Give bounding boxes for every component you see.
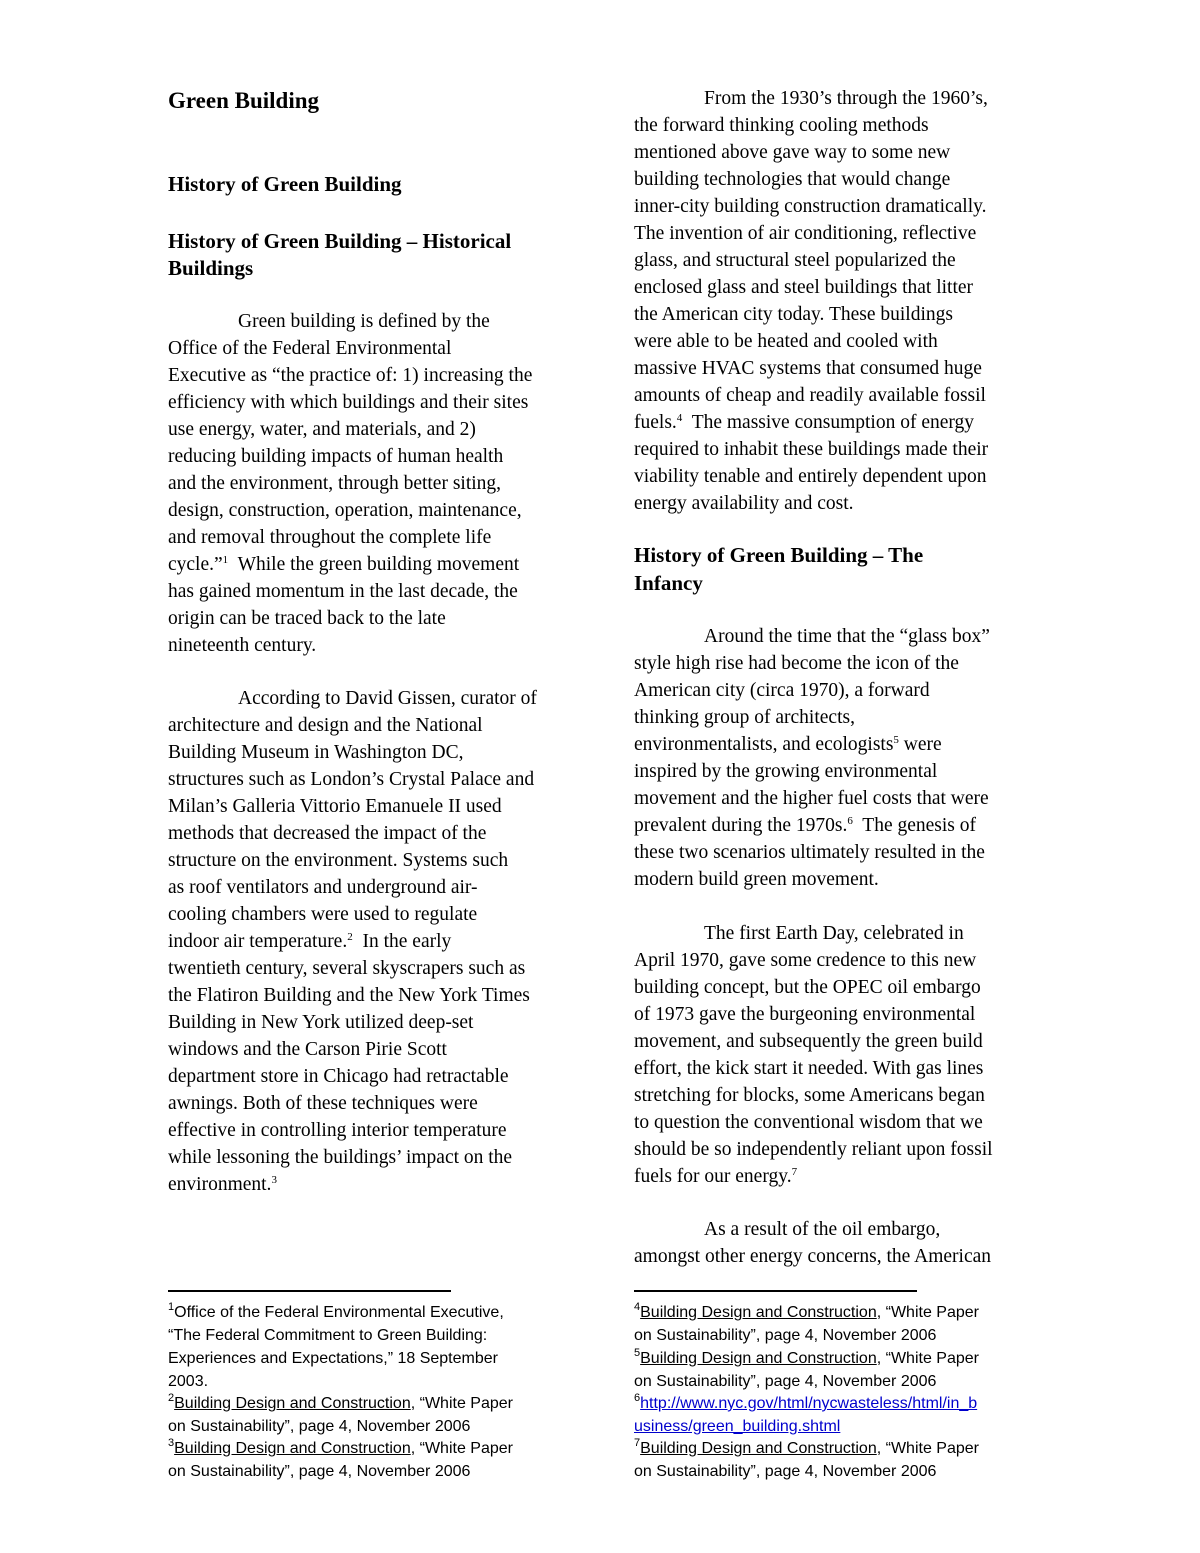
paragraph-line: style high rise had become the icon of the (634, 653, 959, 674)
paragraph-line: mentioned above gave way to some new (634, 142, 951, 163)
paragraph-line: amongst other energy concerns, the American (634, 1246, 992, 1267)
paragraph-line: reducing building impacts of human health (168, 446, 504, 467)
paragraph-line: movement, and subsequently the green build (634, 1031, 983, 1052)
paragraph-line: As a result of the oil embargo, (704, 1219, 941, 1240)
footnote-line: on Sustainability”, page 4, November 2006 (634, 1463, 937, 1480)
footnote-separator (634, 1290, 917, 1292)
footnote-link[interactable]: http://www.nyc.gov/html/nycwasteless/html/in_b (640, 1395, 978, 1412)
footnote-ref: 5 (893, 734, 899, 746)
paragraph-line: cycle.”$^1$ While the green building movement (168, 554, 520, 575)
footnote-ref: 1 (222, 554, 229, 566)
paragraph-line: to question the conventional wisdom that we (634, 1112, 983, 1133)
footnote-number: 7 (634, 1437, 641, 1449)
paragraph-line: design, construction, operation, maintenance, (168, 500, 522, 521)
paragraph-line: inspired by the growing environmental (634, 761, 938, 782)
paragraph-line: glass, and structural steel popularized the (634, 250, 956, 271)
document-title: Green Building (168, 88, 320, 113)
paragraph-line: energy availability and cost. (634, 493, 854, 514)
footnote: $^7$Building Design and Construction, “White Paper (634, 1437, 979, 1457)
paragraph-line: Around the time that the “glass box” (704, 626, 990, 647)
footnote-line: “The Federal Commitment to Green Building: (168, 1327, 488, 1344)
paragraph-line: should be so independently reliant upon fossil (634, 1139, 993, 1160)
footnote-ref: 2 (347, 931, 353, 943)
paragraph-line: From the 1930’s through the 1960’s, (704, 88, 988, 109)
paragraph-line: stretching for blocks, some Americans began (634, 1085, 985, 1106)
paragraph-line: inner-city building construction dramatically. (634, 196, 987, 217)
paragraph-line: fuels.$^4$ The massive consumption of energy (634, 412, 975, 433)
paragraph-line: efficiency with which buildings and their sites (168, 392, 529, 413)
paragraph-line: department store in Chicago had retractable (168, 1066, 509, 1087)
source-title: Building Design and Construction (640, 1440, 877, 1457)
paragraph-line: prevalent during the 1970s.$^6$ The genesis of (634, 815, 976, 836)
footnote-line: on Sustainability”, page 4, November 2006 (634, 1327, 937, 1344)
paragraph-line: structures such as London’s Crystal Palace and (168, 769, 535, 790)
paragraph-line: enclosed glass and steel buildings that litter (634, 277, 974, 298)
paragraph-line: the Flatiron Building and the New York Times (168, 985, 530, 1006)
paragraph-line: origin can be traced back to the late (168, 608, 446, 629)
paragraph-line: building technologies that would change (634, 169, 951, 190)
paragraph-line: According to David Gissen, curator of (238, 688, 537, 709)
paragraph-line: massive HVAC systems that consumed huge (634, 358, 982, 379)
subsection-heading-line: History of Green Building – The (634, 543, 924, 567)
footnote: $^5$Building Design and Construction, “White Paper (634, 1347, 979, 1367)
paragraph-line: thinking group of architects, (634, 707, 855, 728)
footnote-number: 2 (168, 1392, 175, 1404)
paragraph-line: required to inhabit these buildings made their (634, 439, 989, 460)
paragraph-line: and removal throughout the complete life (168, 527, 492, 548)
paragraph-line: environmentalists, and ecologists$^5$ were (634, 734, 942, 755)
footnote: $^1$Office of the Federal Environmental Executive, (168, 1301, 504, 1321)
footnote-number: 1 (168, 1301, 175, 1313)
footnote-number: 5 (634, 1347, 641, 1359)
source-title: Building Design and Construction (640, 1304, 877, 1321)
footnote-number: 6 (634, 1392, 641, 1404)
paragraph-line: were able to be heated and cooled with (634, 331, 938, 352)
footnote-line: on Sustainability”, page 4, November 2006 (168, 1463, 471, 1480)
footnote-line: on Sustainability”, page 4, November 2006 (634, 1373, 937, 1390)
paragraph-line: the American city today. These buildings (634, 304, 953, 325)
footnote: $^4$Building Design and Construction, “White Paper (634, 1301, 979, 1321)
paragraph-line: while lessoning the buildings’ impact on the (168, 1147, 513, 1168)
subsection-heading-line: Buildings (168, 256, 254, 280)
footnote-line: Experiences and Expectations,” 18 September (168, 1350, 498, 1367)
paragraph-line: April 1970, gave some credence to this new (634, 950, 977, 971)
paragraph-line: indoor air temperature.$^2$ In the early (168, 931, 452, 952)
footnote-line: on Sustainability”, page 4, November 2006 (168, 1418, 471, 1435)
source-title: Building Design and Construction (640, 1350, 877, 1367)
paragraph-line: architecture and design and the National (168, 715, 483, 736)
paragraph-line: has gained momentum in the last decade, the (168, 581, 518, 602)
paragraph-line: building concept, but the OPEC oil embargo (634, 977, 981, 998)
paragraph-line: fuels for our energy.$^7$ (634, 1166, 798, 1187)
paragraph-line: Milan’s Galleria Vittorio Emanuele II used (168, 796, 502, 817)
paragraph-line: of 1973 gave the burgeoning environmental (634, 1004, 976, 1025)
paragraph-line: environment.$^3$ (168, 1174, 277, 1195)
footnote-number: 4 (634, 1301, 641, 1313)
source-title: Building Design and Construction (174, 1395, 411, 1412)
subsection-heading-line: History of Green Building – Historical (168, 229, 512, 253)
paragraph-line: as roof ventilators and underground air- (168, 877, 478, 898)
paragraph-line: The invention of air conditioning, reflective (634, 223, 977, 244)
paragraph-line: Building Museum in Washington DC, (168, 742, 464, 763)
paragraph-line: structure on the environment. Systems such (168, 850, 509, 871)
paragraph-line: Green building is defined by the (238, 311, 490, 332)
paragraph-line: viability tenable and entirely dependent upon (634, 466, 987, 487)
paragraph-line: methods that decreased the impact of the (168, 823, 487, 844)
paragraph-line: Office of the Federal Environmental (168, 338, 452, 359)
footnote-number: 3 (168, 1437, 175, 1449)
footnote-separator (168, 1290, 451, 1292)
paragraph-line: amounts of cheap and readily available fossil (634, 385, 986, 406)
paragraph-line: effort, the kick start it needed. With gas lines (634, 1058, 984, 1079)
footnote: $^2$Building Design and Construction, “White Paper (168, 1392, 513, 1412)
footnote-link[interactable]: usiness/green_building.shtml (634, 1418, 841, 1435)
paragraph-line: nineteenth century. (168, 635, 317, 656)
footnote: $^3$Building Design and Construction, “White Paper (168, 1437, 513, 1457)
paragraph-line: use energy, water, and materials, and 2) (168, 419, 476, 440)
paragraph-line: American city (circa 1970), a forward (634, 680, 930, 701)
footnote-line: 2003. (168, 1373, 209, 1390)
footnote-ref: 7 (791, 1166, 798, 1178)
paragraph-line: and the environment, through better siting, (168, 473, 502, 494)
paragraph-line: Executive as “the practice of: 1) increasing the (168, 365, 533, 386)
paragraph-line: windows and the Carson Pirie Scott (168, 1039, 447, 1060)
paragraph-line: awnings. Both of these techniques were (168, 1093, 478, 1114)
paragraph-line: Building in New York utilized deep-set (168, 1012, 474, 1033)
paragraph-line: cooling chambers were used to regulate (168, 904, 478, 925)
footnote-ref: 4 (676, 412, 683, 424)
footnote-ref: 3 (271, 1174, 277, 1186)
section-heading: History of Green Building (168, 172, 402, 196)
paragraph-line: these two scenarios ultimately resulted in the (634, 842, 985, 863)
paragraph-line: twentieth century, several skyscrapers such as (168, 958, 526, 979)
paragraph-line: the forward thinking cooling methods (634, 115, 929, 136)
footnote (634, 1392, 978, 1412)
paragraph-line: modern build green movement. (634, 869, 879, 890)
paragraph-line: movement and the higher fuel costs that were (634, 788, 989, 809)
source-title: Building Design and Construction (174, 1440, 411, 1457)
paragraph-line: effective in controlling interior temperature (168, 1120, 507, 1141)
paragraph-line: The first Earth Day, celebrated in (704, 923, 964, 944)
footnote-ref: 6 (847, 815, 853, 827)
subsection-heading-line: Infancy (634, 571, 703, 595)
